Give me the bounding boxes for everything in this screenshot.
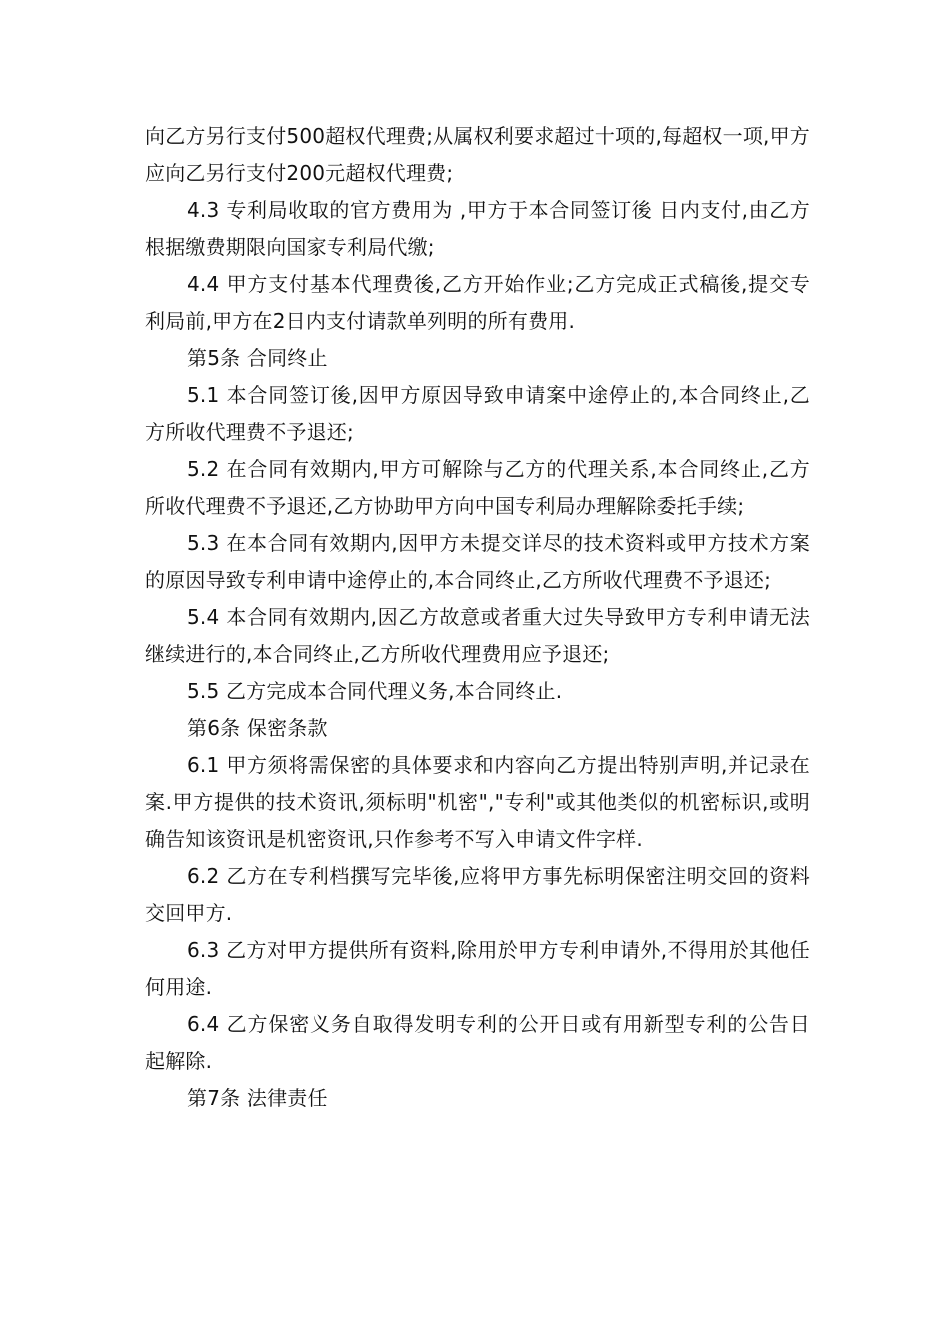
paragraph-fee-continuation: 向乙方另行支付500超权代理费;从属权利要求超过十项的,每超权一项,甲方应向乙另行支付200元超权代理费; bbox=[145, 124, 810, 185]
paragraph-5-1: 5.1 本合同签订後,因甲方原因导致申请案中途停止的,本合同终止,乙方所收代理费不予退还; bbox=[145, 383, 810, 444]
paragraph-6-4: 6.4 乙方保密义务自取得发明专利的公开日或有用新型专利的公告日起解除. bbox=[145, 1012, 810, 1073]
paragraph-5-4: 5.4 本合同有效期内,因乙方故意或者重大过失导致甲方专利申请无法继续进行的,本合同终止,乙方所收代理费用应予退还; bbox=[145, 605, 810, 666]
paragraph-6-3: 6.3 乙方对甲方提供所有资料,除用於甲方专利申请外,不得用於其他任何用途. bbox=[145, 938, 810, 999]
paragraph-6-1: 6.1 甲方须将需保密的具体要求和内容向乙方提出特别声明,并记录在案.甲方提供的技术资讯,须标明"机密","专利"或其他类似的机密标识,或明确告知该资讯是机密资讯,只作参考不写入申请文件字样. bbox=[145, 753, 810, 851]
document-body bbox=[145, 118, 810, 1117]
section-heading-7: 第7条 法律责任 bbox=[187, 1086, 328, 1110]
section-heading-6: 第6条 保密条款 bbox=[187, 716, 328, 740]
paragraph-5-5: 5.5 乙方完成本合同代理义务,本合同终止. bbox=[187, 679, 563, 703]
paragraph-6-2: 6.2 乙方在专利档撰写完毕後,应将甲方事先标明保密注明交回的资料交回甲方. bbox=[145, 864, 810, 925]
section-heading-5: 第5条 合同终止 bbox=[187, 346, 328, 370]
paragraph-4-3: 4.3 专利局收取的官方费用为 ,甲方于本合同签订後 日内支付,由乙方根据缴费期限向国家专利局代缴; bbox=[145, 198, 810, 259]
paragraph-5-2: 5.2 在合同有效期内,甲方可解除与乙方的代理关系,本合同终止,乙方所收代理费不予退还,乙方协助甲方向中国专利局办理解除委托手续; bbox=[145, 457, 810, 518]
paragraph-5-3: 5.3 在本合同有效期内,因甲方未提交详尽的技术资料或甲方技术方案的原因导致专利申请中途停止的,本合同终止,乙方所收代理费不予退还; bbox=[145, 531, 810, 592]
paragraph-4-4: 4.4 甲方支付基本代理费後,乙方开始作业;乙方完成正式稿後,提交专利局前,甲方在2日内支付请款单列明的所有费用. bbox=[145, 272, 810, 333]
